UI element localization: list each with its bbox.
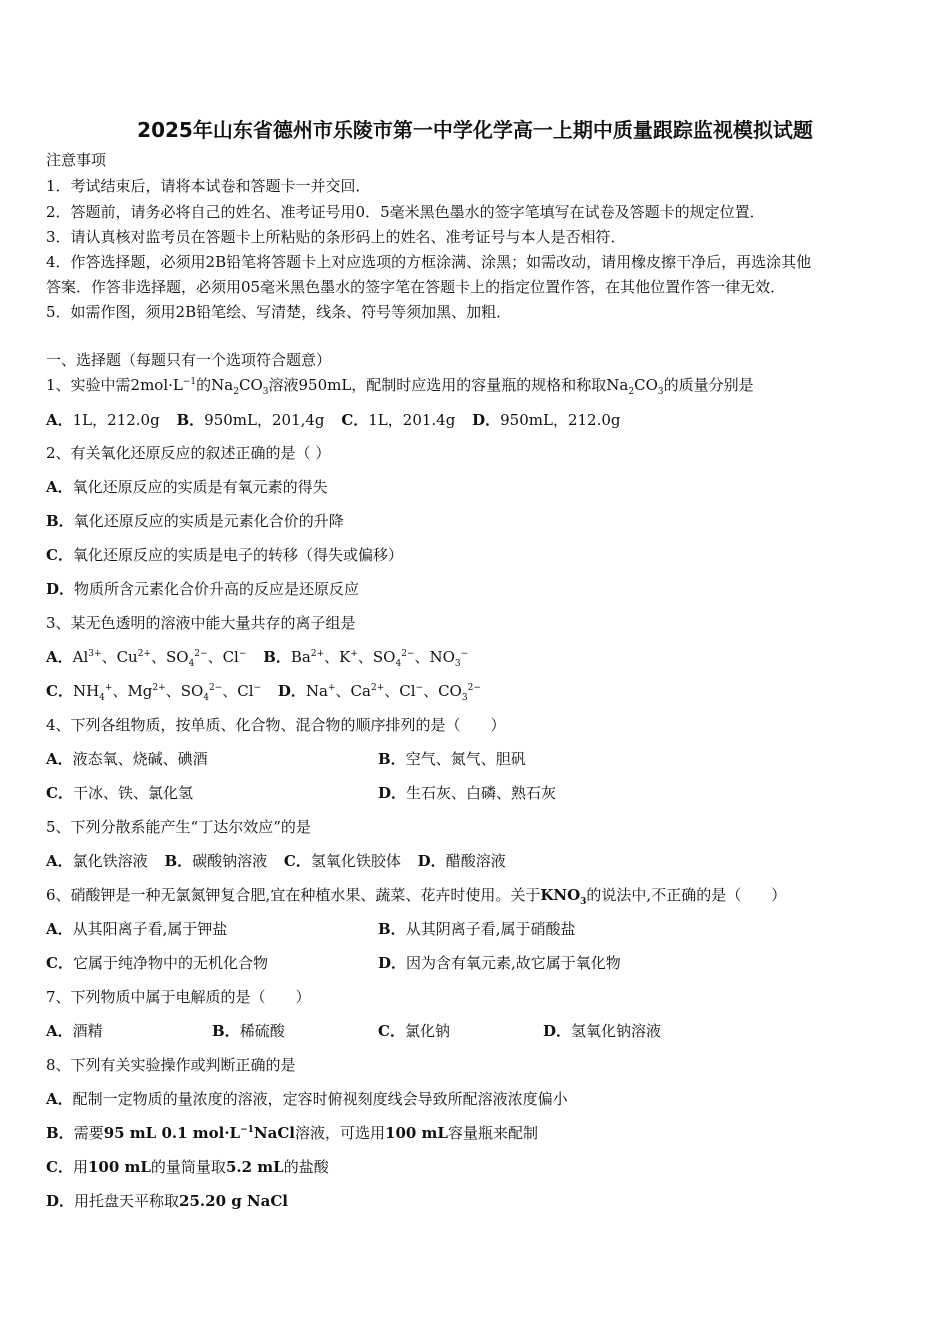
option-d-text: 物质所含元素化合价升高的反应是还原反应 xyxy=(74,580,360,598)
q1-sub: 3 xyxy=(262,387,269,397)
option-d-text: 用托盘天平称取 xyxy=(74,1192,180,1210)
ion: Al xyxy=(72,648,89,666)
option-b-label: B． xyxy=(164,852,193,870)
option-c-text: 1L，201.4g xyxy=(368,411,456,429)
option-b-text: 从其阴离子看,属于硝酸盐 xyxy=(405,920,576,938)
question-8-option-c xyxy=(46,1157,329,1177)
ion: 、Mg xyxy=(112,682,153,700)
notice-item-1: 1．考试结束后，请将本试卷和答题卡一并交回． xyxy=(46,177,371,195)
q1-sub: 3 xyxy=(657,387,664,397)
option-d-label: D． xyxy=(378,784,407,802)
option-d-text: 氢氧化钠溶液 xyxy=(571,1022,662,1040)
question-3-options-ab xyxy=(46,647,468,667)
charge: 2− xyxy=(194,649,208,659)
option-a-text: 从其阳离子看,属于钾盐 xyxy=(72,920,228,938)
subscript: 3 xyxy=(461,693,468,703)
q6-subscript: 3 xyxy=(580,897,587,907)
option-d-text: 950mL，212.0g xyxy=(500,411,621,429)
question-4-options-cd xyxy=(46,783,906,803)
charge: 2+ xyxy=(152,683,166,693)
option-a-label: A． xyxy=(46,1022,73,1040)
option-c-label: C． xyxy=(46,784,73,802)
section-heading: 一、选择题（每题只有一个选项符合题意） xyxy=(46,351,332,369)
question-2-option-b xyxy=(46,511,344,531)
notice-heading: 注意事项 xyxy=(46,151,107,169)
ion: 、K xyxy=(324,648,351,666)
q6-text: 6、硝酸钾是一种无氯氮钾复合肥,宜在种植水果、蔬菜、花卉时使用。关于 xyxy=(46,886,541,904)
option-d-label: D． xyxy=(417,852,446,870)
q1-text: 1、实验中需2mol·L xyxy=(46,376,183,394)
option-c-label: C． xyxy=(46,954,73,972)
option-a-label: A． xyxy=(46,920,73,938)
ion: NH xyxy=(72,682,100,700)
ion: 、SO xyxy=(357,648,396,666)
option-a-text: 氧化还原反应的实质是有氧元素的得失 xyxy=(72,478,328,496)
option-c-text: 用 xyxy=(72,1158,88,1176)
question-4-options-ab xyxy=(46,749,906,769)
question-8-stem: 8、下列有关实验操作或判断正确的是 xyxy=(46,1056,296,1074)
charge: 2− xyxy=(401,649,415,659)
option-d-label: D． xyxy=(472,411,501,429)
option-a-text: 氯化铁溶液 xyxy=(72,852,148,870)
option-b-text: NaCl xyxy=(253,1124,295,1142)
option-b-text: 950mL，201,4g xyxy=(204,411,325,429)
option-a-label: A． xyxy=(46,1090,73,1108)
subscript: 4 xyxy=(99,693,105,703)
option-b-label: B． xyxy=(378,750,406,768)
option-d-label: D． xyxy=(543,1022,572,1040)
option-b-text: 氧化还原反应的实质是元素化合价的升降 xyxy=(73,512,344,530)
option-d-label: D． xyxy=(378,954,407,972)
option-c-text: 氧化还原反应的实质是电子的转移（得失或偏移） xyxy=(72,546,403,564)
option-b-label: B． xyxy=(212,1022,240,1040)
question-6-stem xyxy=(46,885,786,905)
option-a-text: 液态氧、烧碱、碘酒 xyxy=(72,750,208,768)
superscript: −1 xyxy=(240,1125,254,1135)
charge: + xyxy=(104,683,113,693)
q6-text: 的说法中,不正确的是（ ） xyxy=(586,886,787,904)
ion: 、Cu xyxy=(101,648,138,666)
q1-text: 的Na xyxy=(196,376,234,394)
subscript: 3 xyxy=(454,659,461,669)
q1-text: 的质量分别是 xyxy=(663,376,754,394)
notice-item-5: 5．如需作图，须用2B铅笔绘、写清楚，线条、符号等须加黑、加粗． xyxy=(46,303,512,321)
option-c-text: 它属于纯净物中的无机化合物 xyxy=(72,954,268,972)
option-c-text: 氢氧化铁胶体 xyxy=(310,852,401,870)
ion: 、NO xyxy=(414,648,455,666)
question-5-options xyxy=(46,851,506,871)
question-8-option-a xyxy=(46,1089,568,1109)
charge: − xyxy=(253,683,262,693)
charge: 2+ xyxy=(137,649,151,659)
subscript: 4 xyxy=(188,659,195,669)
option-a-label: A． xyxy=(46,852,73,870)
charge: 2+ xyxy=(310,649,325,659)
option-d-label: D． xyxy=(46,1192,75,1210)
question-5-stem: 5、下列分散系能产生“丁达尔效应”的是 xyxy=(46,818,311,836)
question-3-options-cd xyxy=(46,681,481,701)
option-b-label: B． xyxy=(378,920,406,938)
option-a-label: A． xyxy=(46,478,73,496)
charge: 2+ xyxy=(370,683,385,693)
option-a-text: 配制一定物质的量浓度的溶液，定容时俯视刻度线会导致所配溶液浓度偏小 xyxy=(72,1090,568,1108)
question-7-stem: 7、下列物质中属于电解质的是（ ） xyxy=(46,988,311,1006)
ion: 、Cl xyxy=(384,682,416,700)
option-c-text: 5.2 mL xyxy=(225,1158,284,1176)
charge: + xyxy=(328,683,336,693)
option-c-label: C． xyxy=(46,1158,73,1176)
ion: Na xyxy=(305,682,328,700)
question-1-stem xyxy=(46,375,754,395)
charge: − xyxy=(238,649,247,659)
option-b-label: B． xyxy=(263,648,291,666)
option-a-label: A． xyxy=(46,648,73,666)
option-c-label: C． xyxy=(378,1022,405,1040)
option-d-text: 醋酸溶液 xyxy=(445,852,506,870)
option-c-text: 的量筒量取 xyxy=(150,1158,226,1176)
question-2-option-c xyxy=(46,545,403,565)
option-b-text: 碳酸钠溶液 xyxy=(192,852,268,870)
option-d-label: D． xyxy=(277,682,306,700)
q1-sup: −1 xyxy=(182,377,197,387)
option-b-text: 95 mL 0.1 mol·L xyxy=(103,1124,241,1142)
q1-text: CO xyxy=(634,376,658,394)
option-a-label: A． xyxy=(46,411,73,429)
question-1-options xyxy=(46,410,620,430)
question-2-option-d xyxy=(46,579,359,599)
notice-item-3: 3．请认真核对监考员在答题卡上所粘贴的条形码上的姓名、准考证号与本人是否相符． xyxy=(46,228,626,246)
option-a-text: 酒精 xyxy=(72,1022,103,1040)
option-d-text: 因为含有氧元素,故它属于氧化物 xyxy=(406,954,621,972)
ion: 、Cl xyxy=(207,648,239,666)
option-c-label: C． xyxy=(341,411,369,429)
q1-sub: 2 xyxy=(628,387,635,397)
option-b-text: 稀硫酸 xyxy=(239,1022,285,1040)
option-c-label: C． xyxy=(46,682,73,700)
option-c-label: C． xyxy=(283,852,311,870)
option-d-text: 25.20 g NaCl xyxy=(179,1192,289,1210)
charge: − xyxy=(460,649,469,659)
q6-formula: KNO xyxy=(540,886,581,904)
option-c-text: 的盐酸 xyxy=(283,1158,329,1176)
charge: 2− xyxy=(209,683,223,693)
option-b-text: 100 mL xyxy=(385,1124,448,1142)
notice-item-2: 2．答题前，请务必将自己的姓名、准考证号用0．5毫米黑色墨水的签字笔填写在试卷及答题卡的规定位置． xyxy=(46,203,765,221)
ion: 、SO xyxy=(150,648,189,666)
option-a-text: 1L，212.0g xyxy=(72,411,160,429)
question-6-options-cd xyxy=(46,953,906,973)
option-a-label: A． xyxy=(46,750,73,768)
option-c-text: 干冰、铁、氯化氢 xyxy=(72,784,193,802)
q1-text: CO xyxy=(238,376,263,394)
question-8-option-b xyxy=(46,1123,538,1143)
option-b-text: 溶液，可选用 xyxy=(295,1124,386,1142)
question-8-option-d xyxy=(46,1191,288,1211)
question-3-stem: 3、某无色透明的溶液中能大量共存的离子组是 xyxy=(46,614,356,632)
question-7-options xyxy=(46,1021,906,1041)
option-b-text: 空气、氮气、胆矾 xyxy=(405,750,526,768)
question-2-option-a xyxy=(46,477,328,497)
q1-text: 溶液950mL，配制时应选用的容量瓶的规格和称取Na xyxy=(268,376,629,394)
option-c-text: 100 mL xyxy=(87,1158,151,1176)
ion: 、Ca xyxy=(335,682,371,700)
q1-sub: 2 xyxy=(233,387,239,397)
notice-item-4-cont: 答案．作答非选择题，必须用05毫米黑色墨水的签字笔在答题卡上的指定位置作答，在其他位置作答一律无效． xyxy=(46,278,786,296)
charge: 2− xyxy=(467,683,481,693)
option-d-text: 生石灰、白磷、熟石灰 xyxy=(406,784,557,802)
subscript: 4 xyxy=(203,693,210,703)
option-b-label: B． xyxy=(176,411,205,429)
charge: 3+ xyxy=(88,649,102,659)
ion: Ba xyxy=(290,648,311,666)
question-2-stem: 2、有关氧化还原反应的叙述正确的是（ ） xyxy=(46,444,331,462)
option-b-label: B． xyxy=(46,1124,74,1142)
option-c-text: 氯化钠 xyxy=(404,1022,450,1040)
question-6-options-ab xyxy=(46,919,906,939)
page-title: 2025年山东省德州市乐陵市第一中学化学高一上期中质量跟踪监视模拟试题 xyxy=(137,118,813,142)
charge: + xyxy=(350,649,358,659)
ion: 、Cl xyxy=(222,682,254,700)
option-d-label: D． xyxy=(46,580,75,598)
ion: 、SO xyxy=(165,682,204,700)
option-b-text: 需要 xyxy=(73,1124,104,1142)
question-4-stem: 4、下列各组物质，按单质、化合物、混合物的顺序排列的是（ ） xyxy=(46,716,506,734)
subscript: 4 xyxy=(395,659,402,669)
notice-item-4: 4．作答选择题，必须用2B铅笔将答题卡上对应选项的方框涂满、涂黑；如需改动，请用橡皮擦干净后，再选涂其他 xyxy=(46,253,812,271)
charge: − xyxy=(415,683,424,693)
option-c-label: C． xyxy=(46,546,73,564)
option-b-label: B． xyxy=(46,512,74,530)
ion: 、CO xyxy=(423,682,462,700)
option-b-text: 容量瓶来配制 xyxy=(447,1124,538,1142)
